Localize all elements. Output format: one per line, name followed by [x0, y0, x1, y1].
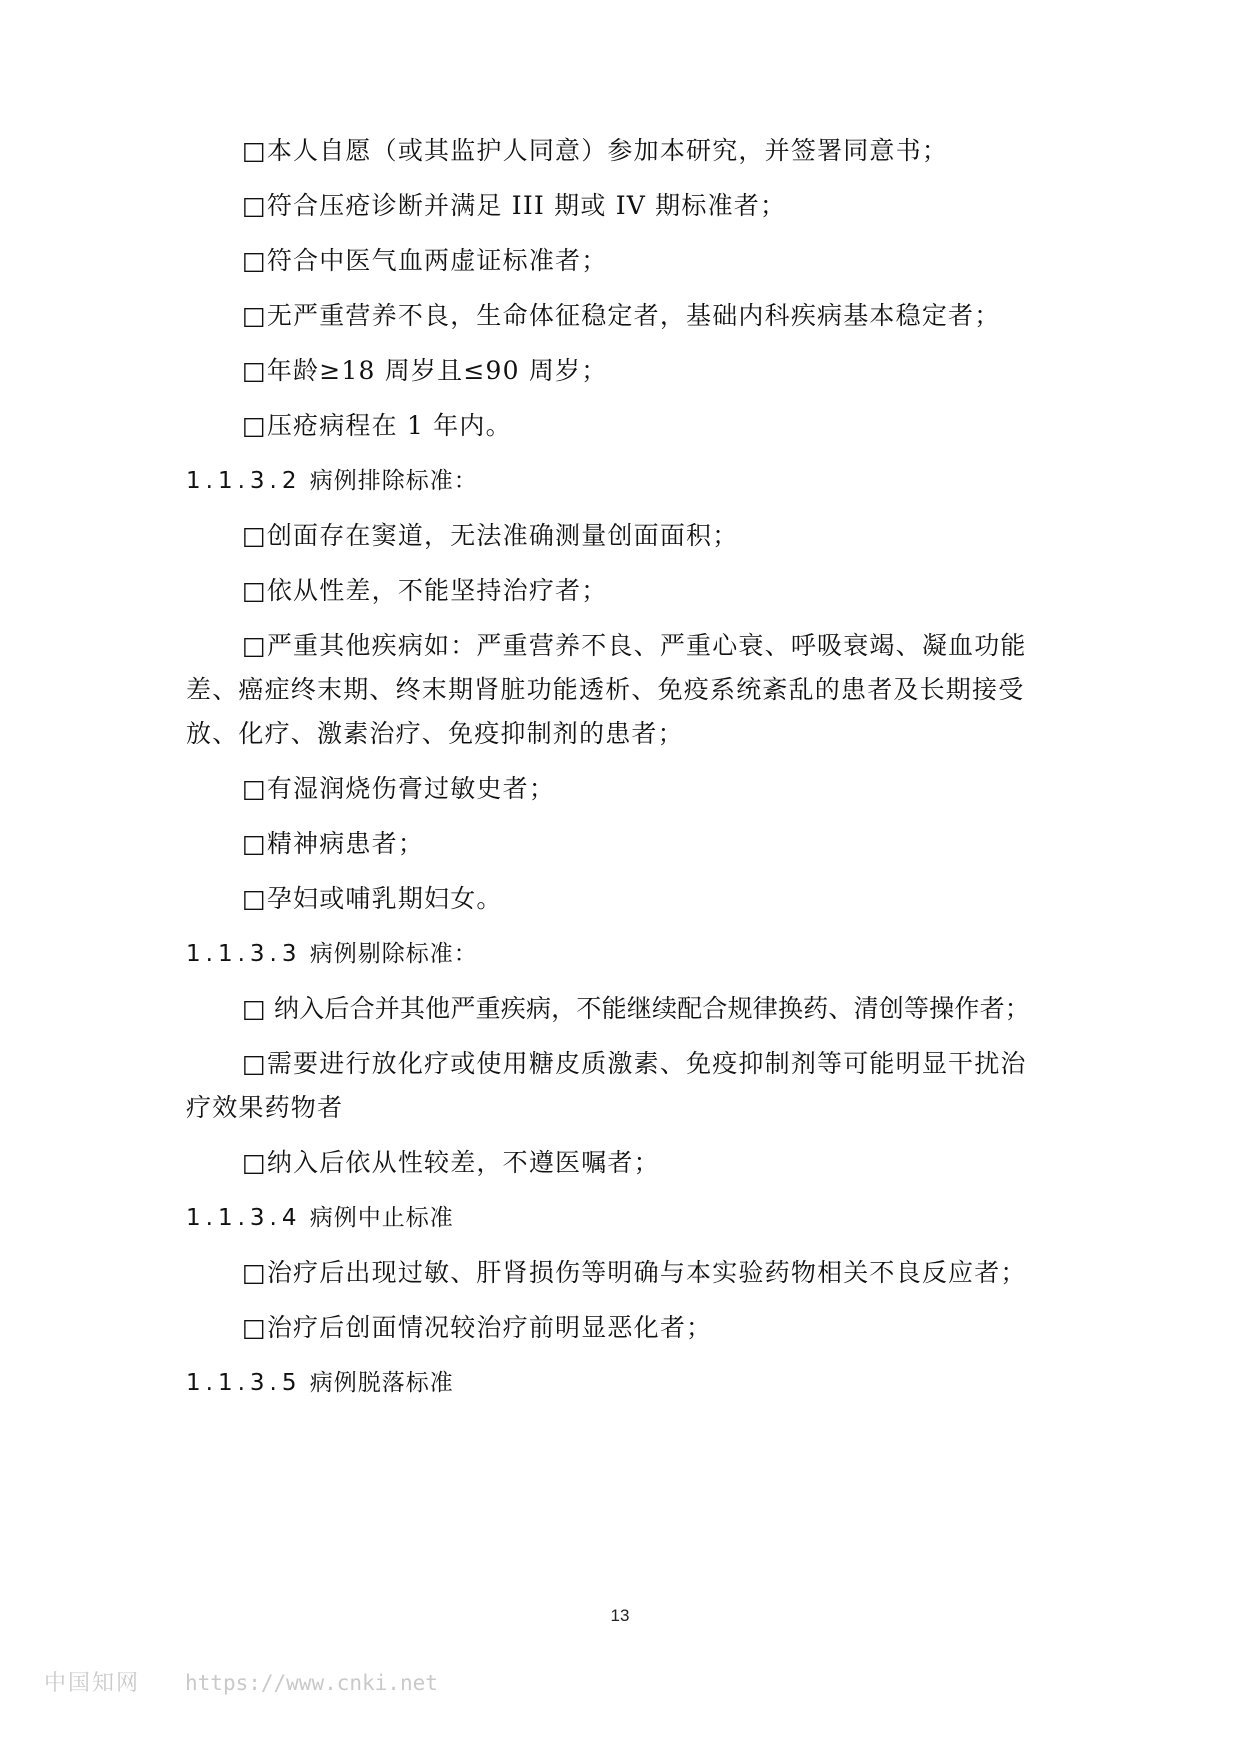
exclusion-severe-disease-cont: 差、癌症终末期、终末期肾脏功能透析、免疫系统紊乱的患者及长期接受: [186, 675, 1025, 704]
section-title: 病例中止标准: [309, 1205, 454, 1231]
section-number: 1.1.3.2: [186, 468, 302, 494]
inclusion-stable-vitals: □无严重营养不良，生命体征稳定者，基础内科疾病基本稳定者；: [242, 301, 1001, 330]
section-title: 病例脱落标准: [309, 1370, 454, 1396]
watermark: [44, 1666, 438, 1697]
inclusion-age: □年龄≥18 周岁且≤90 周岁；: [242, 356, 608, 385]
section-heading-dropout: [186, 1366, 454, 1400]
section-title: 病例剔除标准：: [309, 941, 478, 967]
page-number: 13: [610, 1606, 630, 1625]
inclusion-consent: □本人自愿（或其监护人同意）参加本研究，并签署同意书；: [242, 136, 949, 165]
exclusion-severe-disease-cont-2: 放、化疗、激素治疗、免疫抑制剂的患者；: [186, 719, 684, 748]
exclusion-poor-compliance: □依从性差，不能坚持治疗者；: [242, 576, 608, 605]
exclusion-allergy: □有湿润烧伤膏过敏史者；: [242, 774, 556, 803]
section-heading-termination: [186, 1201, 454, 1235]
elimination-comorbidity: □ 纳入后合并其他严重疾病，不能继续配合规律换药、清创等操作者；: [242, 994, 1030, 1023]
inclusion-tcm-syndrome: □符合中医气血两虚证标准者；: [242, 246, 608, 275]
inclusion-pressure-ulcer-stage: □符合压疮诊断并满足 III 期或 IV 期标准者；: [242, 191, 787, 220]
exclusion-sinus-tract: □创面存在窦道，无法准确测量创面面积；: [242, 521, 739, 550]
section-heading-exclusion: [186, 464, 478, 498]
section-heading-elimination: [186, 937, 478, 971]
section-number: 1.1.3.4: [186, 1205, 302, 1231]
watermark-url: https://www.cnki.net: [185, 1671, 438, 1695]
exclusion-severe-disease: □严重其他疾病如：严重营养不良、严重心衰、呼吸衰竭、凝血功能: [242, 631, 1027, 660]
watermark-brand: 中国知网: [44, 1671, 141, 1696]
elimination-interfering-therapy-cont: 疗效果药物者: [186, 1093, 344, 1122]
elimination-noncompliance: □纳入后依从性较差，不遵医嘱者；: [242, 1148, 660, 1177]
inclusion-duration: □压疮病程在 1 年内。: [242, 411, 512, 440]
section-number: 1.1.3.5: [186, 1370, 302, 1396]
exclusion-mental-illness: □精神病患者；: [242, 829, 425, 858]
termination-wound-worsening: □治疗后创面情况较治疗前明显恶化者；: [242, 1313, 713, 1342]
exclusion-pregnancy: □孕妇或哺乳期妇女。: [242, 884, 503, 913]
termination-adverse-reaction: □治疗后出现过敏、肝肾损伤等明确与本实验药物相关不良反应者；: [242, 1258, 1027, 1287]
section-number: 1.1.3.3: [186, 941, 302, 967]
elimination-interfering-therapy: □需要进行放化疗或使用糖皮质激素、免疫抑制剂等可能明显干扰治: [242, 1049, 1027, 1078]
section-title: 病例排除标准：: [309, 468, 478, 494]
